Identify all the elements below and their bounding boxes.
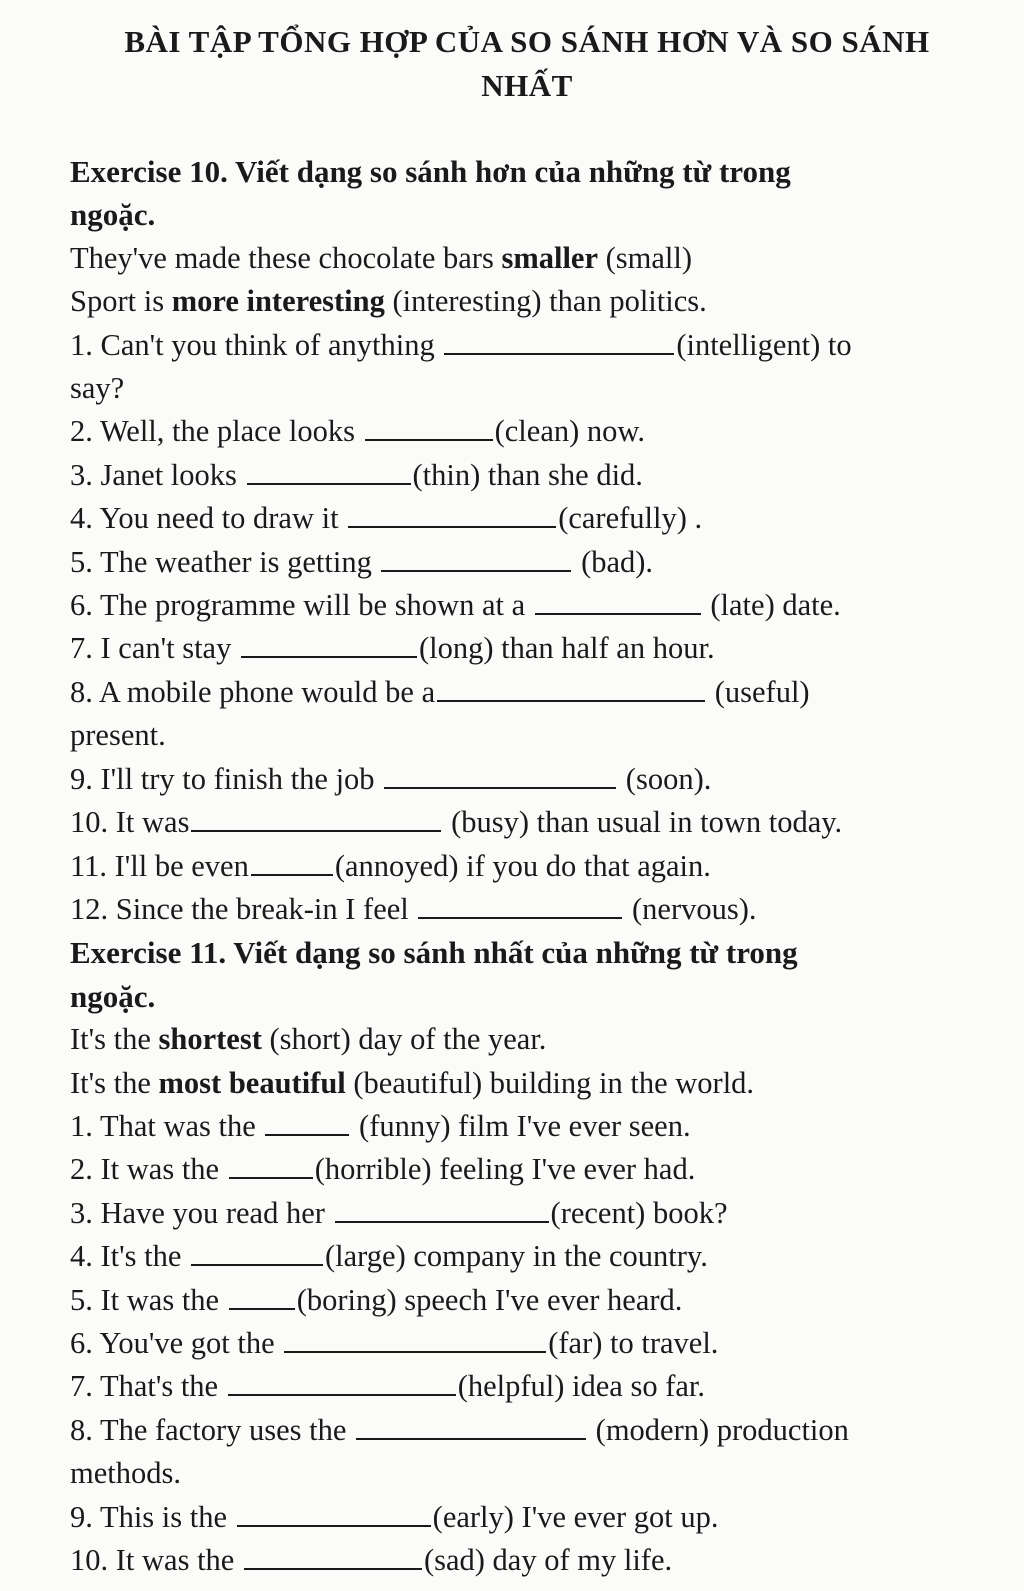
title-line-1: BÀI TẬP TỔNG HỢP CỦA SO SÁNH HƠN VÀ SO SÁNH (124, 24, 930, 59)
answer-blank[interactable] (444, 329, 674, 355)
item-text: (thin) than she did. (412, 457, 643, 492)
item-text: (nervous). (624, 891, 757, 926)
item-text: 9. I'll try to finish the job (70, 761, 383, 796)
item-text: 2. Well, the place looks (70, 414, 363, 449)
example-text: It's the (70, 1022, 159, 1057)
answer-blank[interactable] (237, 1501, 431, 1527)
worksheet-content (70, 150, 970, 1582)
answer-blank[interactable] (191, 1240, 323, 1266)
item-text: 6. You've got the (70, 1325, 283, 1360)
answer-blank[interactable] (241, 632, 417, 658)
item-text: (recent) book? (550, 1195, 728, 1230)
title-line-2: NHẤT (481, 68, 573, 103)
answer-blank[interactable] (244, 1544, 422, 1570)
exercise-11-heading-line-1: Exercise 11. Viết dạng so sánh nhất của những từ trong (70, 935, 798, 971)
exercise-10-item (70, 324, 970, 367)
item-text: 2. It was the (70, 1152, 227, 1187)
exercise-11-item (70, 1235, 970, 1278)
item-text: 3. Janet looks (70, 457, 245, 492)
item-text: (useful) (707, 674, 810, 709)
answer-blank[interactable] (356, 1414, 586, 1440)
answer-blank[interactable] (229, 1153, 313, 1179)
exercise-10-item-continuation (70, 714, 970, 757)
exercise-11-example-1 (70, 1018, 970, 1061)
item-text: 1. Can't you think of anything (70, 327, 443, 362)
example-text: Sport is (70, 284, 172, 319)
item-text: (large) company in the country. (325, 1239, 708, 1274)
exercise-10-heading-line-2: ngoặc. (70, 197, 156, 233)
answer-blank[interactable] (418, 893, 622, 919)
item-text: (sad) day of my life. (423, 1543, 673, 1577)
example-text: (interesting) than politics. (384, 284, 707, 319)
answer-blank[interactable] (365, 415, 493, 441)
item-text: 5. The weather is getting (70, 544, 380, 579)
exercise-10-heading (70, 150, 970, 237)
example-answer: most beautiful (158, 1065, 346, 1100)
exercise-11-item (70, 1148, 970, 1191)
item-text: (boring) speech I've ever heard. (296, 1282, 683, 1317)
example-text: (short) day of the year. (261, 1022, 547, 1057)
item-text: (soon). (618, 761, 712, 796)
exercise-10-example-2 (70, 280, 970, 323)
exercise-10-item (70, 845, 970, 888)
answer-blank[interactable] (284, 1327, 546, 1353)
example-text: They've made these chocolate bars (70, 240, 502, 275)
item-text: 11. I'll be even (70, 848, 249, 883)
item-text: 8. The factory uses the (70, 1412, 355, 1447)
exercise-11-item (70, 1365, 970, 1408)
item-text: (early) I've ever got up. (432, 1499, 719, 1534)
item-text: methods. (70, 1456, 181, 1491)
item-text: (funny) film I've ever seen. (351, 1108, 691, 1143)
exercise-10-item (70, 584, 970, 627)
item-text: (clean) now. (494, 414, 646, 449)
item-text: (long) than half an hour. (418, 631, 715, 666)
example-text: (beautiful) building in the world. (345, 1065, 755, 1100)
exercise-10-item (70, 758, 970, 801)
item-text: 5. It was the (70, 1282, 227, 1317)
exercise-11-item (70, 1279, 970, 1322)
exercise-10-item (70, 410, 970, 453)
answer-blank[interactable] (335, 1197, 549, 1223)
exercise-10-item (70, 888, 970, 931)
example-answer: smaller (501, 240, 599, 275)
exercise-10-item (70, 454, 970, 497)
exercise-11-item (70, 1496, 970, 1539)
answer-blank[interactable] (191, 806, 441, 832)
item-text: 3. Have you read her (70, 1195, 333, 1230)
answer-blank[interactable] (348, 502, 556, 528)
answer-blank[interactable] (437, 676, 705, 702)
exercise-11-item (70, 1539, 970, 1582)
exercise-11-heading-line-2: ngoặc. (70, 978, 156, 1014)
item-text: 7. That's the (70, 1369, 226, 1404)
exercise-11-item (70, 1192, 970, 1235)
item-text: (horrible) feeling I've ever had. (314, 1152, 696, 1187)
worksheet-title (60, 20, 994, 108)
item-text: (carefully) . (558, 501, 703, 536)
item-text: (intelligent) to (676, 327, 852, 362)
exercise-10-heading-line-1: Exercise 10. Viết dạng so sánh hơn của những từ trong (70, 154, 791, 189)
item-text: (busy) than usual in town today. (443, 805, 843, 840)
item-text: (late) date. (702, 588, 841, 623)
exercise-10-item (70, 671, 970, 714)
item-text: 4. It's the (70, 1239, 190, 1274)
exercise-11-item (70, 1409, 970, 1452)
answer-blank[interactable] (381, 546, 571, 572)
item-text: (bad). (573, 544, 654, 579)
item-text: present. (70, 718, 166, 753)
item-text: say? (70, 371, 125, 406)
item-text: (helpful) idea so far. (457, 1369, 706, 1404)
item-text: 7. I can't stay (70, 631, 239, 666)
example-answer: more interesting (171, 284, 385, 319)
item-text: (annoyed) if you do that again. (334, 848, 711, 883)
item-text: 4. You need to draw it (70, 501, 347, 536)
item-text: 12. Since the break-in I feel (70, 891, 417, 926)
item-text: 6. The programme will be shown at a (70, 588, 533, 623)
item-text: 10. It was (70, 805, 190, 840)
item-text: (modern) production (588, 1412, 849, 1447)
answer-blank[interactable] (384, 763, 616, 789)
answer-blank[interactable] (229, 1284, 295, 1310)
item-text: 8. A mobile phone would be a (70, 674, 436, 709)
item-text: 9. This is the (70, 1499, 235, 1534)
exercise-11-example-2 (70, 1062, 970, 1105)
exercise-10-item (70, 627, 970, 670)
answer-blank[interactable] (247, 459, 411, 485)
exercise-11-heading (70, 931, 970, 1018)
exercise-11-item (70, 1105, 970, 1148)
example-text: (small) (598, 240, 693, 275)
item-text: (far) to travel. (548, 1325, 719, 1360)
answer-blank[interactable] (228, 1370, 456, 1396)
exercise-10-item (70, 497, 970, 540)
exercise-10-item (70, 801, 970, 844)
exercise-10-item-continuation (70, 367, 970, 410)
exercise-11-item (70, 1322, 970, 1365)
item-text: 1. That was the (70, 1108, 264, 1143)
exercise-11-item-continuation (70, 1452, 970, 1495)
exercise-10-example-1 (70, 237, 970, 280)
example-answer: shortest (158, 1022, 262, 1057)
answer-blank[interactable] (265, 1110, 349, 1136)
answer-blank[interactable] (251, 850, 333, 876)
answer-blank[interactable] (535, 589, 701, 615)
item-text: 10. It was the (70, 1543, 242, 1577)
exercise-10-item (70, 541, 970, 584)
example-text: It's the (70, 1065, 159, 1100)
